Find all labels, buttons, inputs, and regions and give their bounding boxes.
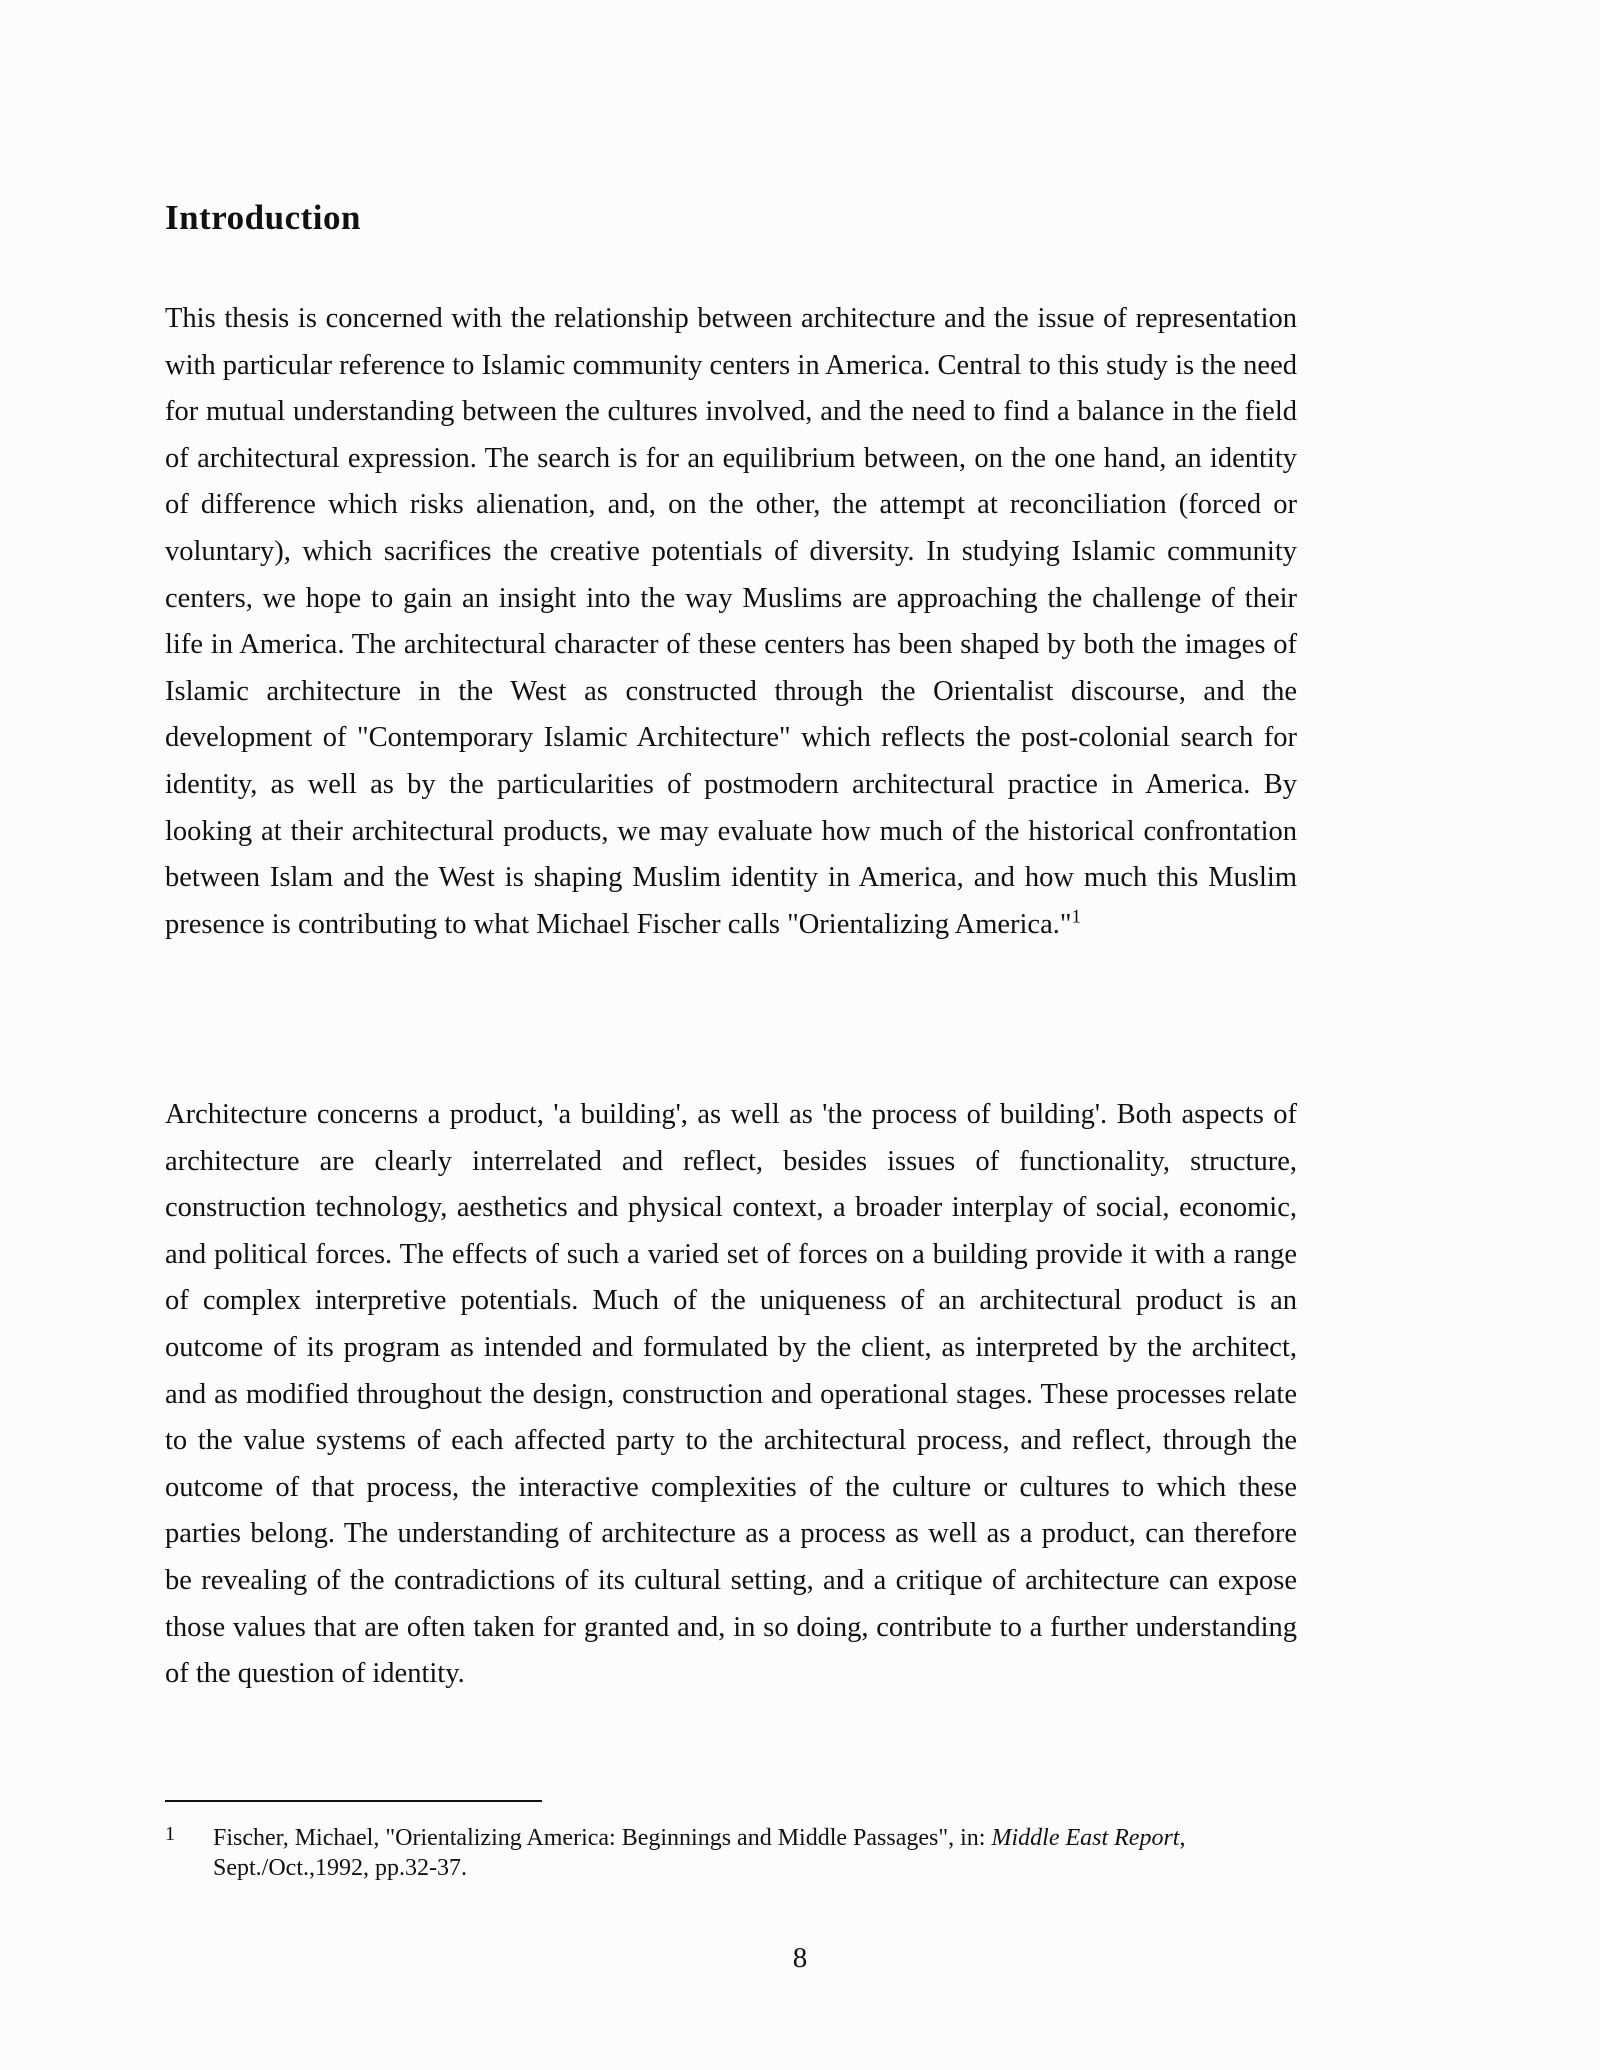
section-heading: Introduction [165,198,361,237]
paragraph-1 [165,296,1297,948]
footnote-citation-end: , Sept./Oct.,1992, pp.32-37. [213,1825,1186,1881]
paragraph-text: This thesis is concerned with the relationship between architecture and the issue of representation with particular reference to Islamic community centers in America. Central to this study is the need for mutual understanding between the cultures involved, and the need to find a balance in the field of architectural expression. The search is for an equilibrium between, on the one hand, an identity of difference which risks alienation, and, on the other, the attempt at reconciliation (forced or voluntary), which sacrifices the creative potentials of diversity. In studying Islamic community centers, we hope to gain an insight into the way Muslims are approaching the challenge of their life in America. The architectural character of these centers has been shaped by both the images of Islamic architecture in the West as constructed through the Orientalist discourse, and the development of "Contemporary Islamic Architecture" which reflects the post-colonial search for identity, as well as by the particularities of postmodern architectural practice in America. By looking at their architectural products, we may evaluate how much of the historical confrontation between Islam and the West is shaping Muslim identity in America, and how much this Muslim presence is contributing to what Michael Fischer calls "Orientalizing America." [165,303,1297,940]
footnote-citation: Fischer, Michael, "Orientalizing America: Beginnings and Middle Passages", in: [213,1825,992,1851]
footnote-text [213,1823,1303,1883]
footnote-reference[interactable]: 1 [1071,906,1081,928]
footnote-journal-title: Middle East Report [991,1825,1180,1851]
page-number: 8 [792,1942,808,1974]
paragraph-2: Architecture concerns a product, 'a building', as well as 'the process of building'. Both aspects of architecture are clearly interrelated and reflect, besides issues of functionality, structure, construction technology, aesthetics and physical context, a broader interplay of social, economic, and political forces. The effects of such a varied set of forces on a building provide it with a range of complex interpretive potentials. Much of the uniqueness of an architectural product is an outcome of its program as intended and formulated by the client, as interpreted by the architect, and as modified throughout the design, construction and operational stages. These processes relate to the value systems of each affected party to the architectural process, and reflect, through the outcome of that process, the interactive complexities of the culture or cultures to which these parties belong. The understanding of architecture as a process as well as a product, can therefore be revealing of the contradictions of its cultural setting, and a critique of architecture can expose those values that are often taken for granted and, in so doing, contribute to a further understanding of the question of identity. [165,1099,1297,1690]
footnote-number: 1 [165,1823,175,1845]
footnote-separator [165,1800,542,1802]
